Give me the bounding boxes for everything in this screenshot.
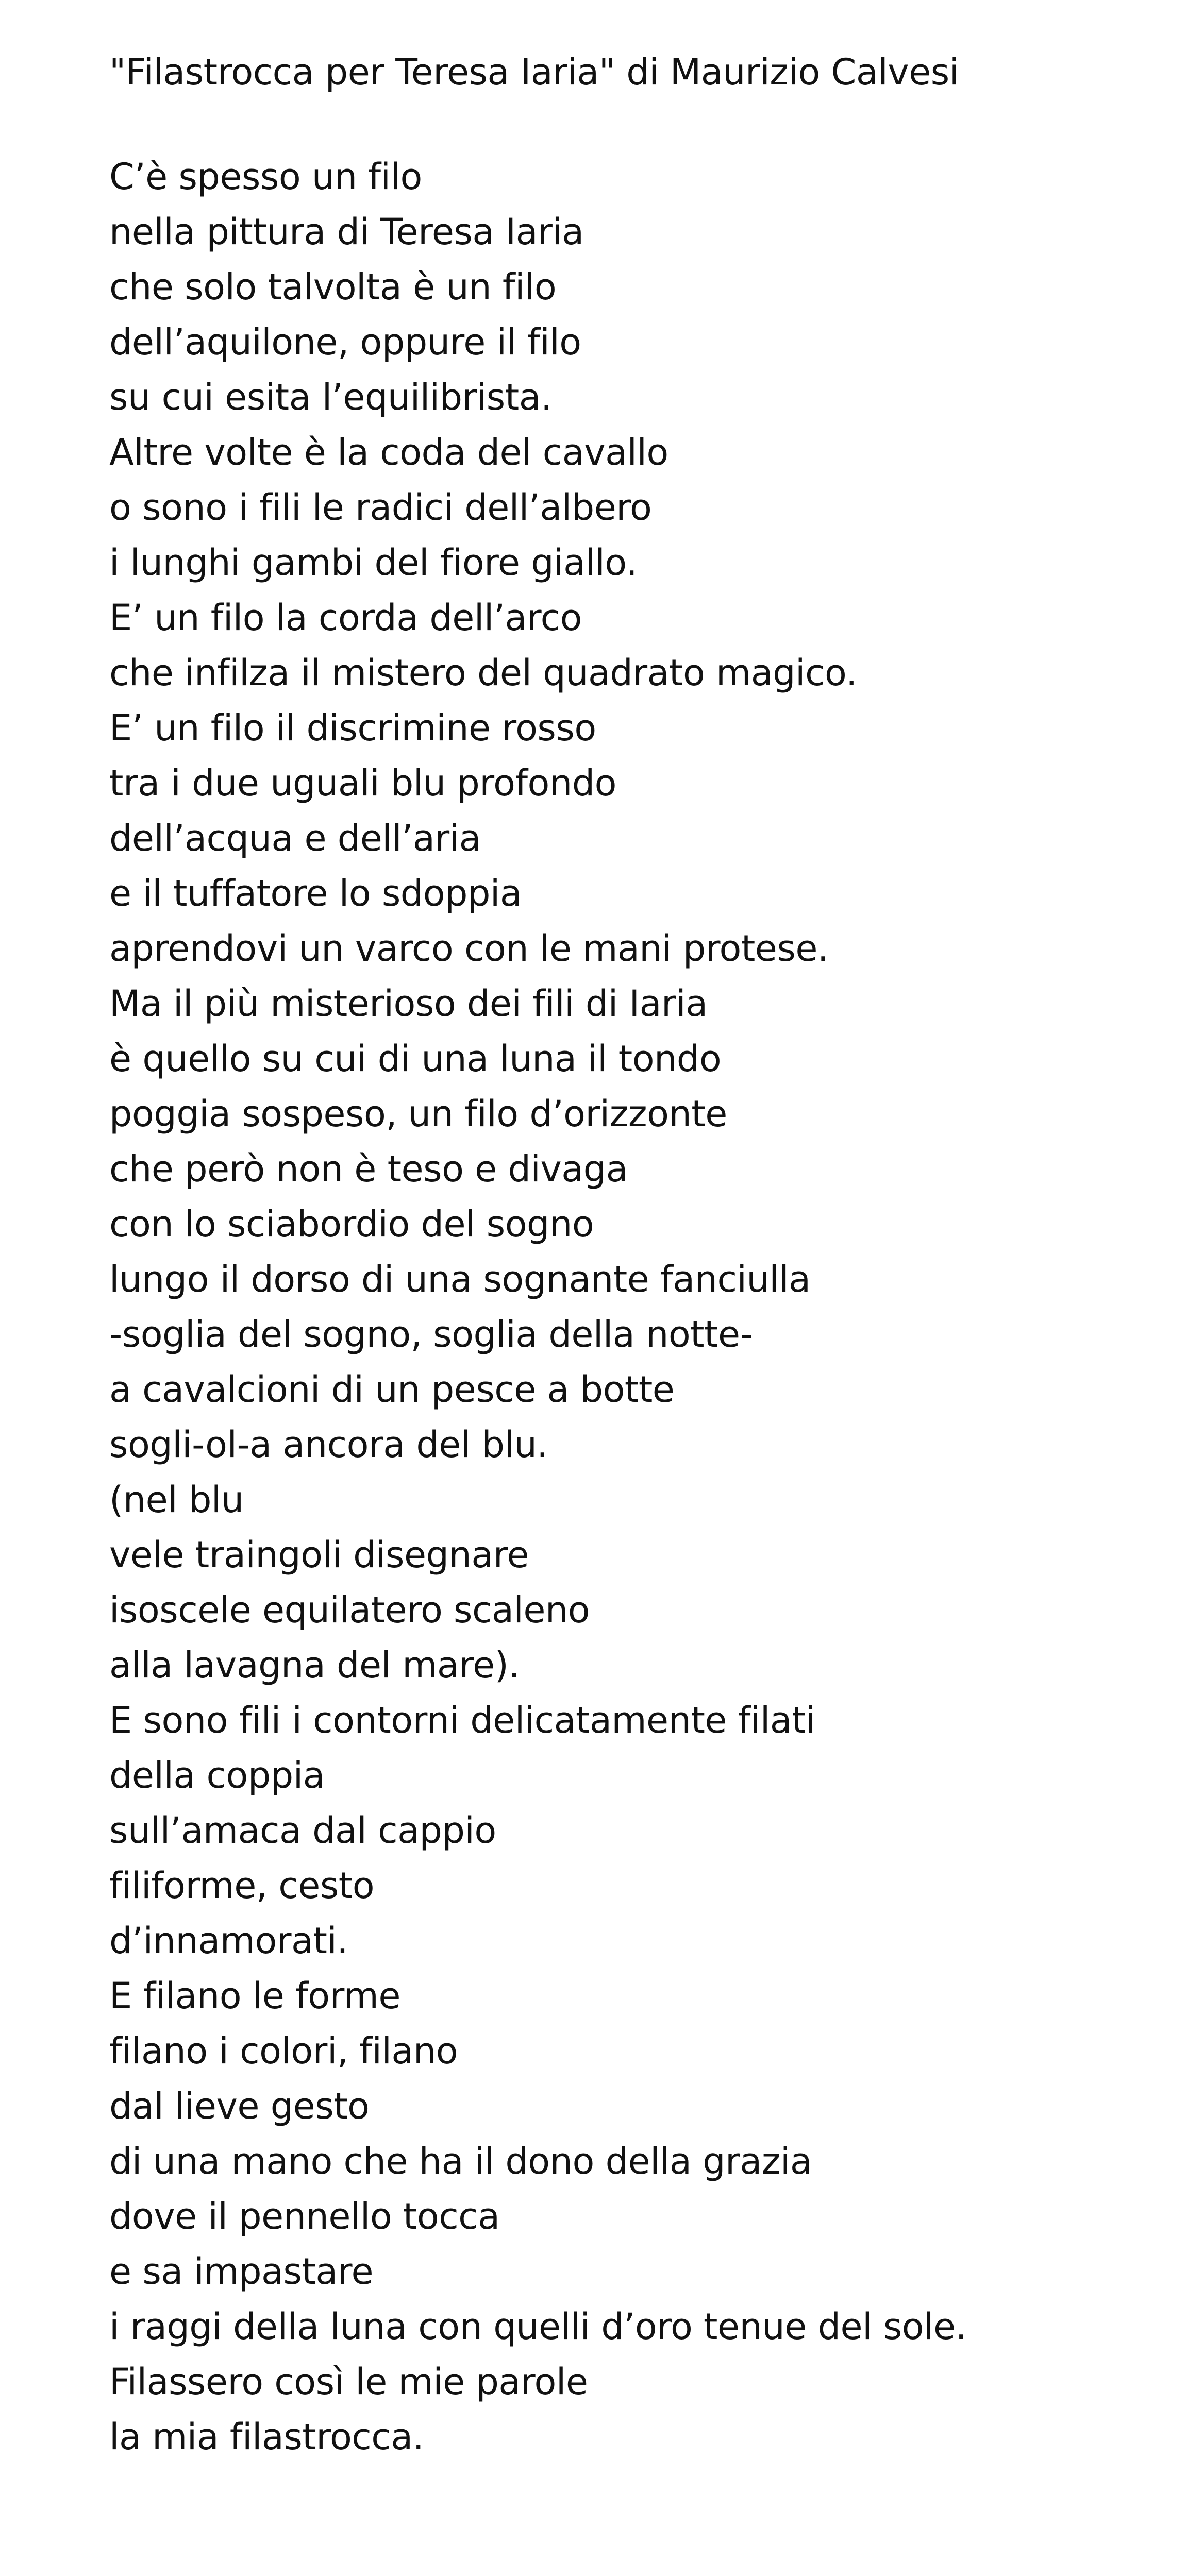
poem-line: e il tuffatore lo sdoppia — [109, 872, 522, 914]
poem-line: poggia sospeso, un filo d’orizzonte — [109, 1093, 727, 1135]
poem-line: i raggi della luna con quelli d’oro tenue del sole. — [109, 2306, 967, 2348]
poem-line: i lunghi gambi del fiore giallo. — [109, 541, 638, 584]
poem-line: E’ un filo la corda dell’arco — [109, 597, 582, 639]
poem-line: nella pittura di Teresa Iaria — [109, 211, 584, 253]
poem-line: che infilza il mistero del quadrato magico. — [109, 652, 857, 694]
poem-line: lungo il dorso di una sognante fanciulla — [109, 1258, 811, 1300]
poem-line: su cui esita l’equilibrista. — [109, 376, 552, 418]
poem-line: C’è spesso un filo — [109, 156, 422, 198]
poem-line: d’innamorati. — [109, 1920, 348, 1962]
poem-line: E filano le forme — [109, 1975, 400, 2017]
poem-line: che però non è teso e divaga — [109, 1148, 628, 1190]
poem-line: (nel blu — [109, 1479, 244, 1521]
poem-line: che solo talvolta è un filo — [109, 266, 557, 308]
poem-line: dal lieve gesto — [109, 2085, 370, 2127]
poem-title: "Filastrocca per Teresa Iaria" di Maurizio Calvesi — [109, 51, 959, 93]
poem-line: Ma il più misterioso dei fili di Iaria — [109, 982, 708, 1025]
poem-line: tra i due uguali blu profondo — [109, 762, 616, 804]
poem-line: e sa impastare — [109, 2250, 374, 2293]
poem-line: E sono fili i contorni delicatamente filati — [109, 1699, 816, 1741]
poem-line: la mia filastrocca. — [109, 2416, 424, 2458]
poem-line: -soglia del sogno, soglia della notte- — [109, 1313, 753, 1355]
poem-line: E’ un filo il discrimine rosso — [109, 707, 596, 749]
poem-line: con lo sciabordio del sogno — [109, 1203, 594, 1245]
poem-line: dove il pennello tocca — [109, 2195, 500, 2238]
poem-line: dell’aquilone, oppure il filo — [109, 321, 581, 363]
poem-line: isoscele equilatero scaleno — [109, 1589, 590, 1631]
poem-line: Altre volte è la coda del cavallo — [109, 431, 668, 473]
poem-line: aprendovi un varco con le mani protese. — [109, 927, 829, 970]
poem-line: sogli-ol-a ancora del blu. — [109, 1423, 548, 1466]
poem-line: filano i colori, filano — [109, 2030, 458, 2072]
poem-line: a cavalcioni di un pesce a botte — [109, 1368, 675, 1411]
poem-line: alla lavagna del mare). — [109, 1644, 520, 1686]
poem-line: Filassero così le mie parole — [109, 2361, 588, 2403]
poem-line: filiforme, cesto — [109, 1865, 375, 1907]
poem-line: della coppia — [109, 1754, 325, 1797]
poem-line: o sono i fili le radici dell’albero — [109, 486, 652, 529]
poem-line: di una mano che ha il dono della grazia — [109, 2140, 812, 2182]
poem-body — [109, 149, 1166, 2465]
poem-line: sull’amaca dal cappio — [109, 1809, 496, 1852]
poem-line: dell’acqua e dell’aria — [109, 817, 481, 859]
poem-line: vele traingoli disegnare — [109, 1534, 529, 1576]
poem-line: è quello su cui di una luna il tondo — [109, 1038, 722, 1080]
